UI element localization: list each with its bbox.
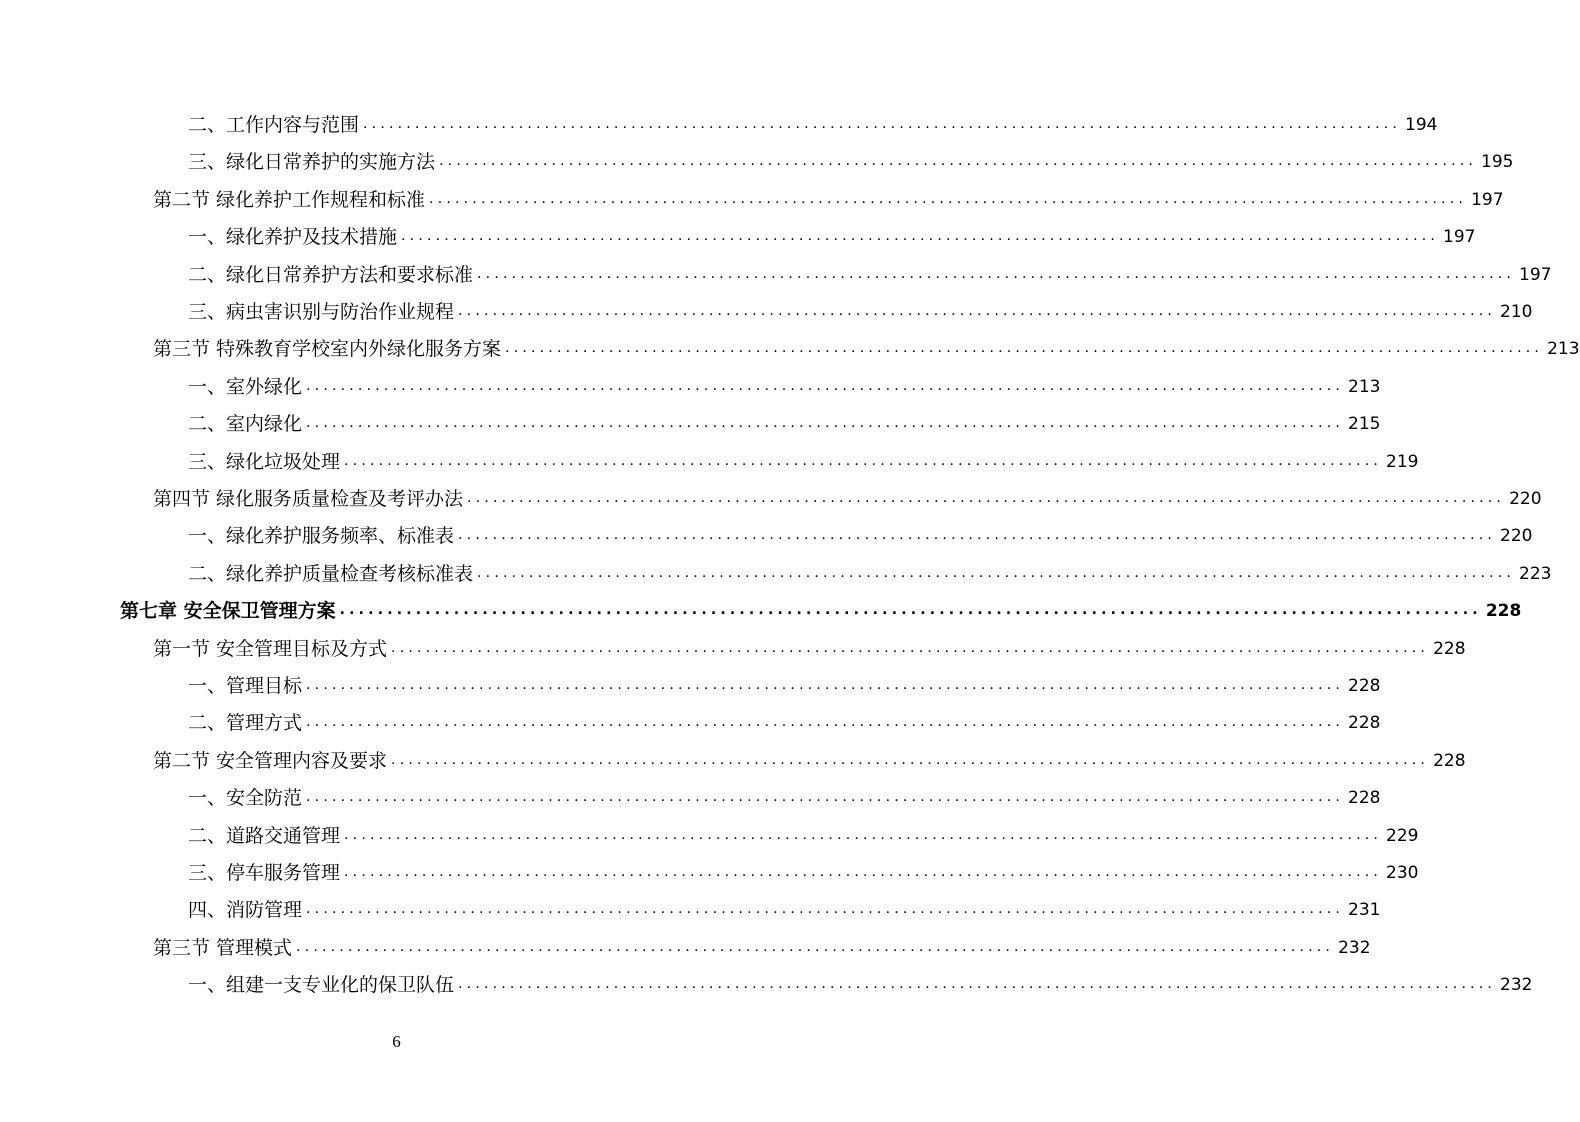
toc-entry-title: 三、绿化垃圾处理 [188, 450, 341, 473]
toc-entry[interactable] [188, 698, 1381, 735]
toc-entry[interactable] [188, 437, 1419, 474]
toc-entry-page: 223 [1519, 563, 1552, 584]
toc-entry-title: 三、绿化日常养护的实施方法 [188, 151, 436, 174]
toc-entry-page: 213 [1348, 376, 1381, 397]
toc-entry-title: 第一节 安全管理目标及方式 [153, 637, 388, 660]
toc-entry-page: 228 [1485, 601, 1522, 622]
toc-entry-page: 194 [1405, 115, 1438, 135]
toc-entry[interactable] [153, 624, 1466, 661]
dot-leader: ........................................................................................................................ [477, 564, 1516, 581]
dot-leader: ........................................................................................................................ [344, 826, 1383, 843]
toc-entry[interactable] [188, 885, 1381, 922]
toc-entry[interactable] [188, 511, 1533, 548]
toc-entry[interactable] [153, 324, 1580, 361]
toc-entry-title: 第三节 特殊教育学校室内外绿化服务方案 [153, 338, 502, 361]
toc-entry-title: 二、绿化养护质量检查考核标准表 [188, 562, 474, 585]
dot-leader: ........................................................................................................................ [306, 714, 1345, 731]
dot-leader: ........................................................................................................................ [306, 415, 1345, 432]
toc-entry-page: 220 [1500, 526, 1533, 547]
dot-leader: ........................................................................................................................ [296, 938, 1335, 955]
dot-leader: ........................................................................................................................ [306, 789, 1345, 806]
toc-entry[interactable] [188, 399, 1381, 436]
toc-entry-page: 197 [1519, 264, 1552, 285]
toc-entry[interactable] [153, 736, 1466, 773]
toc-entry[interactable] [153, 474, 1542, 511]
dot-leader: ........................................................................................................................ [401, 228, 1440, 245]
toc-entry-title: 一、组建一支专业化的保卫队伍 [188, 974, 455, 997]
toc-entry-page: 215 [1348, 414, 1381, 435]
toc-entry-title: 一、绿化养护服务频率、标准表 [188, 525, 455, 548]
toc-entry-title: 二、道路交通管理 [188, 824, 341, 847]
page-number: 6 [392, 1032, 401, 1051]
dot-leader: ........................................................................................................................ [391, 639, 1430, 656]
toc-entry-page: 228 [1433, 638, 1466, 659]
dot-leader: ........................................................................................................................ [339, 602, 1482, 619]
dot-leader: ........................................................................................................................ [458, 303, 1497, 319]
dot-leader: ........................................................................................................................ [306, 901, 1345, 918]
toc-entry-title: 四、消防管理 [188, 899, 303, 922]
toc-entry-page: 232 [1338, 937, 1371, 958]
dot-leader: ........................................................................................................................ [306, 377, 1345, 394]
toc-entry[interactable] [188, 362, 1381, 399]
toc-entry-page: 232 [1500, 975, 1533, 996]
toc-entry[interactable] [188, 773, 1381, 810]
toc-entry[interactable] [188, 960, 1533, 997]
toc-entry-page: 228 [1348, 713, 1381, 734]
dot-leader: ........................................................................................................................ [391, 751, 1430, 768]
toc-entry-title: 第四节 绿化服务质量检查及考评办法 [153, 488, 464, 510]
toc-entry[interactable] [188, 137, 1514, 174]
toc-entry-page: 231 [1348, 900, 1381, 921]
toc-entry[interactable] [188, 661, 1381, 698]
toc-entry-title: 一、安全防范 [188, 787, 303, 810]
toc-entry-title: 三、停车服务管理 [188, 862, 341, 884]
toc-entry[interactable] [188, 250, 1552, 287]
dot-leader: ........................................................................................................................ [363, 116, 1402, 132]
toc-entry-page: 228 [1348, 788, 1381, 809]
toc-entry-page: 197 [1443, 227, 1476, 248]
toc-entry-title: 二、工作内容与范围 [188, 114, 360, 136]
dot-leader: ........................................................................................................................ [458, 527, 1497, 544]
dot-leader: ........................................................................................................................ [477, 265, 1516, 282]
toc-entry-page: 197 [1471, 189, 1504, 210]
toc-entry[interactable] [188, 848, 1419, 885]
dot-leader: ........................................................................................................................ [439, 153, 1478, 170]
toc-entry-title: 第二节 安全管理内容及要求 [153, 749, 388, 772]
toc-entry-title: 二、室内绿化 [188, 413, 303, 436]
dot-leader: ........................................................................................................................ [467, 490, 1506, 506]
dot-leader: ........................................................................................................................ [505, 340, 1544, 357]
toc-entry-title: 一、管理目标 [188, 675, 303, 697]
toc-entry-page: 210 [1500, 302, 1533, 322]
toc-entry-title: 第三节 管理模式 [153, 936, 293, 959]
toc-entry-page: 220 [1509, 489, 1542, 509]
toc-entry[interactable] [120, 586, 1522, 623]
toc-entry[interactable] [188, 212, 1476, 249]
toc-entry-page: 228 [1348, 676, 1381, 696]
toc-entry-page: 230 [1386, 863, 1419, 883]
dot-leader: ........................................................................................................................ [344, 864, 1383, 880]
toc-entry[interactable] [153, 923, 1371, 960]
toc-entry-page: 213 [1547, 339, 1580, 360]
toc-entry-title: 二、管理方式 [188, 712, 303, 735]
toc-entry-page: 228 [1433, 750, 1466, 771]
toc-entry-page: 229 [1386, 825, 1419, 846]
dot-leader: ........................................................................................................................ [306, 677, 1345, 693]
toc-entry[interactable] [153, 175, 1504, 212]
toc-entry-page: 219 [1386, 451, 1419, 472]
toc-entry-title: 二、绿化日常养护方法和要求标准 [188, 263, 474, 286]
toc-entry[interactable] [188, 549, 1552, 586]
toc-entry-title: 第二节 绿化养护工作规程和标准 [153, 188, 426, 211]
dot-leader: ........................................................................................................................ [344, 452, 1383, 469]
dot-leader: ........................................................................................................................ [429, 190, 1468, 207]
toc-entry-title: 第七章 安全保卫管理方案 [120, 600, 336, 623]
toc-entry[interactable] [188, 811, 1419, 848]
toc-entry-page: 195 [1481, 152, 1514, 173]
toc-entry-title: 三、病虫害识别与防治作业规程 [188, 301, 455, 323]
toc-entry-title: 一、绿化养护及技术措施 [188, 226, 398, 249]
dot-leader: ........................................................................................................................ [458, 976, 1497, 993]
toc-entry[interactable] [188, 100, 1438, 137]
toc-entry[interactable] [188, 287, 1533, 324]
toc-entry-title: 一、室外绿化 [188, 375, 303, 398]
